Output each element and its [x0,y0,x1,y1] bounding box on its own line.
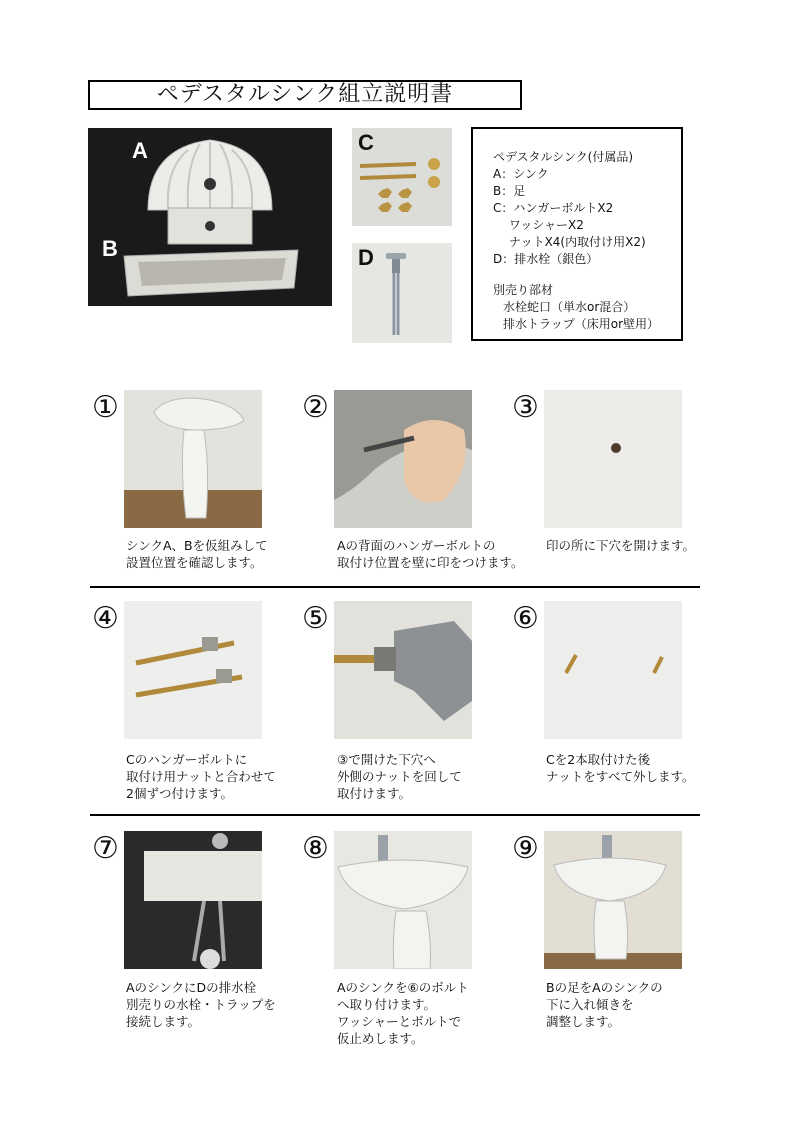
step-4-photo [124,601,262,739]
step-3-image [544,390,682,528]
step-9-photo [544,831,682,969]
caption-line: 仮止めします。 [337,1031,424,1046]
divider [90,814,700,816]
step-7-photo [124,831,262,969]
divider [90,586,700,588]
step-1-image [124,390,262,528]
step-number-7: ⑦ [92,831,119,866]
label-c: C [358,130,374,155]
caption-line: ③で開けた下穴へ [337,752,436,767]
parts-item: C：ハンガーボルトX2 [493,201,614,215]
caption-line: ワッシャーとボルトで [337,1014,462,1029]
step-2-caption [337,537,524,571]
caption-line: AのシンクにDの排水栓 [126,980,257,995]
caption-line: 調整します。 [546,1014,621,1029]
step-5-image [334,601,472,739]
parts-photo-sink-pedestal [88,128,332,306]
sold-separately-heading: 別売り部材 [493,283,554,297]
step-8-photo [334,831,472,969]
caption-line: 2個ずつ付けます。 [126,786,233,801]
sink-pedestal-image [88,128,332,306]
caption-line: Bの足をAのシンクの [546,980,663,995]
caption-line: シンクA、Bを仮組みして [126,538,268,553]
page-title: ペデスタルシンク組立説明書 [88,80,522,110]
step-4-image [124,601,262,739]
sold-separately-item: 水栓蛇口（単水or混合） [503,300,636,314]
step-3-photo [544,390,682,528]
sold-separately-item: 排水トラップ（床用or壁用） [503,317,660,331]
caption-line: 別売りの水栓・トラップを [126,997,276,1012]
parts-heading: ペデスタルシンク(付属品) [493,150,634,164]
parts-item: B：足 [493,184,526,198]
caption-line: へ取り付けます。 [337,997,437,1012]
step-5-photo [334,601,472,739]
step-3-caption [546,537,695,554]
step-7-image [124,831,262,969]
parts-item: D：排水栓（銀色） [493,252,599,266]
caption-line: Cを2本取付けた後 [546,752,651,767]
step-5-caption [337,751,462,802]
caption-line: 取付け位置を壁に印をつけます。 [337,555,524,570]
step-2-photo [334,390,472,528]
parts-item: ナットX4(内取付け用X2) [493,235,646,249]
caption-line: 外側のナットを回して [337,769,462,784]
label-d: D [358,245,374,270]
caption-line: Aの背面のハンガーボルトの [337,538,496,553]
step-8-image [334,831,472,969]
caption-line: 設置位置を確認します。 [126,555,263,570]
step-6-caption [546,751,695,785]
caption-line: Aのシンクを⑥のボルト [337,980,469,995]
step-number-9: ⑨ [512,831,539,866]
step-number-6: ⑥ [512,601,539,636]
step-8-caption [337,979,469,1047]
caption-line: 取付け用ナットと合わせて [126,769,276,784]
step-4-caption [126,751,276,802]
step-6-image [544,601,682,739]
step-number-3: ③ [512,390,539,425]
step-2-image [334,390,472,528]
parts-photo-drain [352,243,452,343]
parts-item: ワッシャーX2 [493,218,584,232]
caption-line: 下に入れ傾きを [546,997,634,1012]
step-number-4: ④ [92,601,119,636]
step-number-8: ⑧ [302,831,329,866]
step-7-caption [126,979,276,1030]
step-number-1: ① [92,390,119,425]
step-number-5: ⑤ [302,601,329,636]
step-number-2: ② [302,390,329,425]
caption-line: 接続します。 [126,1014,201,1029]
caption-line: ナットをすべて外します。 [546,769,695,784]
label-a: A [132,138,148,163]
caption-line: 取付けます。 [337,786,412,801]
step-6-photo [544,601,682,739]
parts-photo-hardware [352,128,452,226]
caption-line: 印の所に下穴を開けます。 [546,538,696,553]
step-1-caption [126,537,268,571]
step-9-caption [546,979,663,1030]
label-b: B [102,236,118,261]
caption-line: Cのハンガーボルトに [126,752,248,767]
parts-list-box [471,127,683,341]
step-9-image [544,831,682,969]
step-1-photo [124,390,262,528]
parts-item: A：シンク [493,167,549,181]
